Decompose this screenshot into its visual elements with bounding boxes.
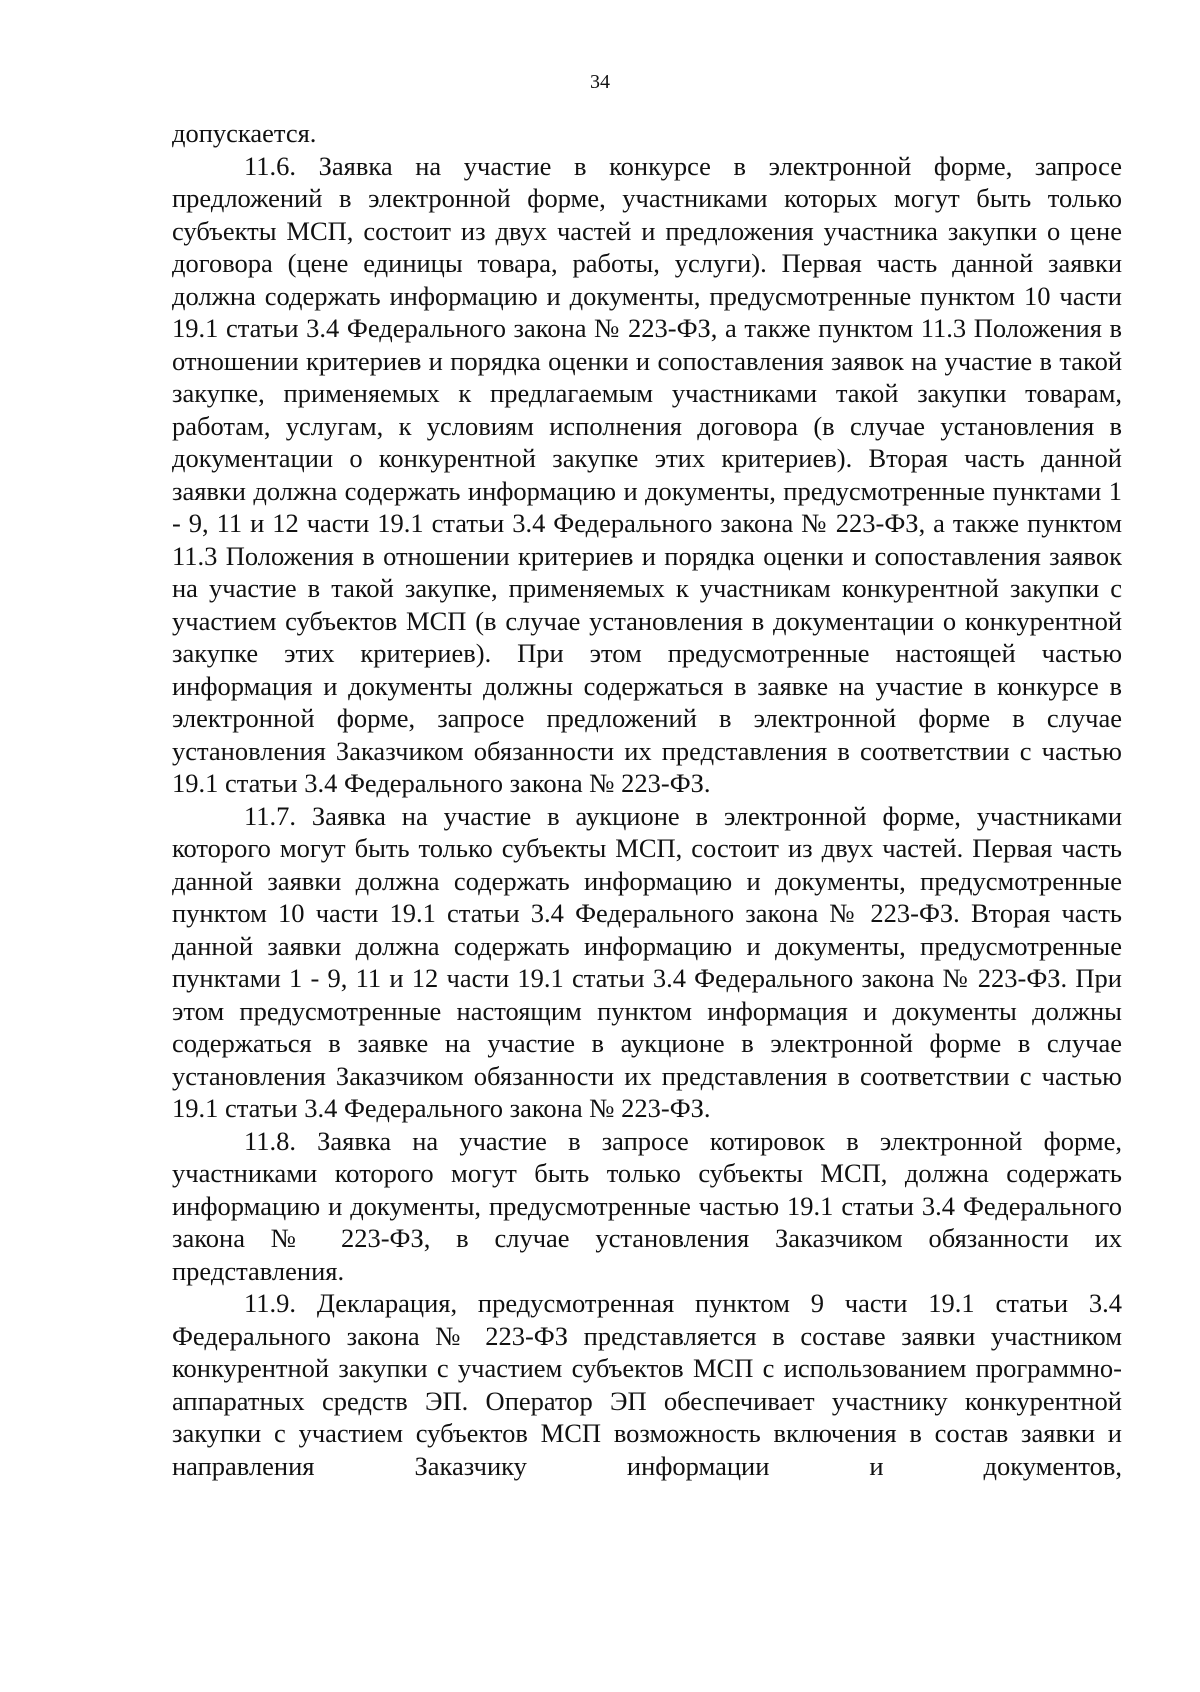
paragraph-11-6: 11.6. Заявка на участие в конкурсе в электронной форме, запросе предложений в электронной форме, участниками которых могут быть только субъекты МСП, состоит из двух частей и предложения участника закупки о цене договора (цене единицы товара, работы, услуги). Первая часть данной заявки должна содержать информацию и документы, предусмотренные пунктом 10 части 19.1 статьи 3.4 Федерального закона № 223-ФЗ, а также пунктом 11.3 Положения в отношении критериев и порядка оценки и сопоставления заявок на участие в такой закупке, применяемых к предлагаемым участниками такой закупки товарам, работам, услугам, к условиям исполнения договора (в случае установления в документации о конкурентной закупке этих критериев). Вторая часть данной заявки должна содержать информацию и документы, предусмотренные пунктами 1 - 9, 11 и 12 части 19.1 статьи 3.4 Федерального закона № 223-ФЗ, а также пунктом 11.3 Положения в отношении критериев и порядка оценки и сопоставления заявок на участие в такой закупке, применяемых к участникам конкурентной закупки с участием субъектов МСП (в случае установления в документации о конкурентной закупке этих критериев). При этом предусмотренные настоящей частью информация и документы должны содержаться в заявке на участие в конкурсе в электронной форме, запросе предложений в электронной форме в случае установления Заказчиком обязанности их представления в соответствии с частью 19.1 статьи 3.4 Федерального закона № 223-ФЗ. <box>172 150 1122 798</box>
paragraph-continuation: допускается. <box>172 118 317 148</box>
page-number: 34 <box>590 71 610 93</box>
paragraph-11-9: 11.9. Декларация, предусмотренная пунктом 9 части 19.1 статьи 3.4 Федерального закона № 223-ФЗ представляется в составе заявки участником конкурентной закупки с участием субъектов МСП с использованием программно-аппаратных средств ЭП. Оператор ЭП обеспечивает участнику конкурентной закупки с участием субъектов МСП возможность включения в состав заявки и направления Заказчику информации и документов, <box>172 1288 1122 1481</box>
paragraph-11-7: 11.7. Заявка на участие в аукционе в электронной форме, участниками которого могут быть только субъекты МСП, состоит из двух частей. Первая часть данной заявки должна содержать информацию и документы, предусмотренные пунктом 10 части 19.1 статьи 3.4 Федерального закона № 223-ФЗ. Вторая часть данной заявки должна содержать информацию и документы, предусмотренные пунктами 1 - 9, 11 и 12 части 19.1 статьи 3.4 Федерального закона № 223-ФЗ. При этом предусмотренные настоящим пунктом информация и документы должны содержаться в заявке на участие в аукционе в электронной форме в случае установления Заказчиком обязанности их представления в соответствии с частью 19.1 статьи 3.4 Федерального закона № 223-ФЗ. <box>172 800 1122 1123</box>
paragraph-11-8: 11.8. Заявка на участие в запросе котировок в электронной форме, участниками которого могут быть только субъекты МСП, должна содержать информацию и документы, предусмотренные частью 19.1 статьи 3.4 Федерального закона № 223-ФЗ, в случае установления Заказчиком обязанности их представления. <box>172 1125 1122 1286</box>
document-body <box>172 117 1122 1482</box>
